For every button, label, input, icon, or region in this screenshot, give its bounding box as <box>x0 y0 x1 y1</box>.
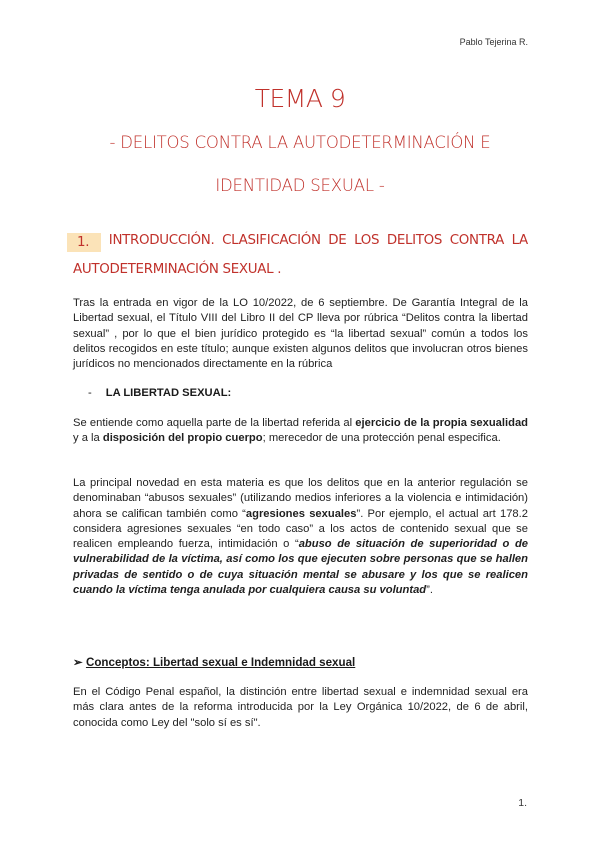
text-run: ”. <box>426 584 433 597</box>
text-run: La principal novedad en esta materia es que los delitos que en la anterior regulación se denominaban “abusos sexuales” (utilizando medios inferiores a la violencia e intimidación) ahora se califican también como “ <box>73 477 528 520</box>
author-name: Pablo Tejerina R. <box>459 37 528 47</box>
novelty-paragraph <box>73 476 528 598</box>
heading-word: DELITOS <box>386 233 443 248</box>
heading-word: DE <box>328 233 347 248</box>
text-run: ; merecedor de una protección penal especifica. <box>262 432 501 445</box>
bold-run: ejercicio de la propia sexualidad <box>355 417 528 429</box>
concepts-heading <box>73 655 355 669</box>
concepts-label: Conceptos: Libertad sexual e Indemnidad sexual <box>85 656 356 669</box>
section-heading <box>73 233 528 252</box>
penal-code-paragraph: En el Código Penal español, la distinción entre libertad sexual e indemnidad sexual era más clara antes de la reforma introducida por la Ley Orgánica 10/2022, de 6 de abril, conocida como Ley del "solo sí es sí". <box>73 686 528 729</box>
heading-word: CONTRA <box>449 233 504 248</box>
section-number: 1. <box>67 233 101 252</box>
heading-word: LOS <box>354 233 380 248</box>
topic-subtitle-line-2: IDENTIDAD SEXUAL - <box>215 176 385 195</box>
bold-run: agresiones sexuales <box>245 507 357 520</box>
bullet-libertad-sexual <box>88 387 231 399</box>
heading-word: CLASIFICACIÓN <box>222 233 321 248</box>
section-heading-line-2: AUTODETERMINACIÓN SEXUAL . <box>73 262 282 277</box>
bullet-label: LA LIBERTAD SEXUAL: <box>105 387 232 399</box>
arrow-bullet-icon: ➢ <box>73 656 83 669</box>
bullet-dash: - <box>88 387 92 399</box>
heading-word: INTRODUCCIÓN. <box>108 233 215 248</box>
topic-title: TEMA 9 <box>254 84 346 113</box>
intro-paragraph: Tras la entrada en vigor de la LO 10/2022, de 6 septiembre. De Garantía Integral de la Libertad sexual, el Título VIII del Libro II del CP lleva por rúbrica “Delitos contra la libertad sexual” , por lo que el bien jurídico protegido es “la libertad sexual” común a todos los delitos recogidos en este título; aunque existen algunos delitos que involucran otros bienes jurídicos no mencionados directamente en la rúbrica <box>73 297 528 371</box>
text-run: ”. Por ejemplo, el actual art 178.2 considera agresiones sexuales “en todo caso” a los actos de contenido sexual que se realicen empleando fuerza, intimidación o “ <box>73 507 528 551</box>
page-number: 1. <box>518 797 527 809</box>
heading-word: LA <box>511 233 528 248</box>
bold-italic-run: abuso de situación de superioridad o de vulnerabilidad de la víctima, así como los que ejecuten sobre personas que se hallen privadas de sentido o de cuya situación mental se abusare y los que se realicen cuando la víctima tenga anulada por cualquiera causa su voluntad <box>73 538 528 597</box>
topic-subtitle-line-1: - DELITOS CONTRA LA AUTODETERMINACIÓN E <box>109 133 491 152</box>
definition-paragraph <box>73 416 528 447</box>
bold-run: disposición del propio cuerpo <box>102 432 263 445</box>
text-run: Se entiende como aquella parte de la libertad referida al <box>73 417 356 429</box>
text-run: y a la <box>73 432 103 445</box>
